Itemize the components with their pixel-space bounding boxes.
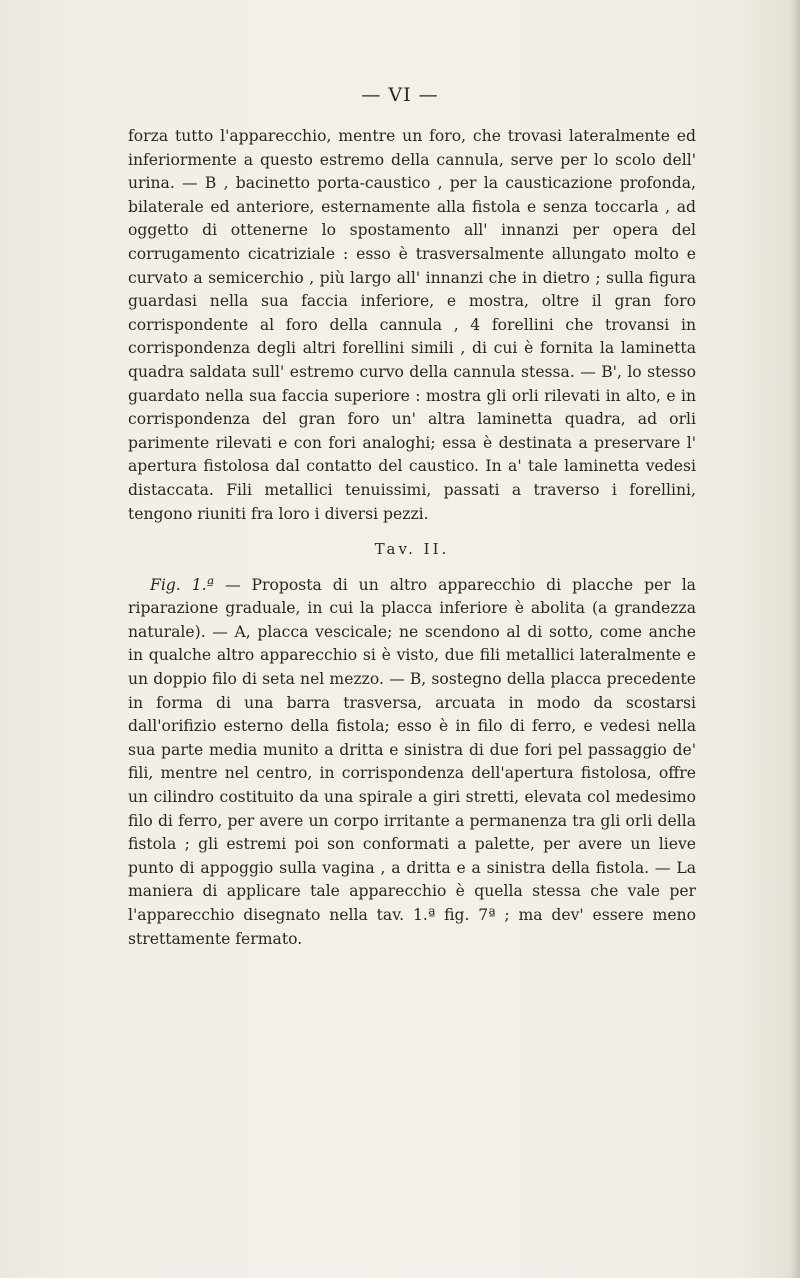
page-number: — VI — [361, 84, 439, 106]
paragraph-2-text: — Proposta di un altro apparecchio di placche per la riparazione graduale, in cui la placca inferiore è abolita (a grandezza naturale). — A, placca vescicale; ne scendono al di sotto, come anche in qualche altro apparecchio si è visto, due fili metallici lateralmente e un doppio filo di seta nel mezzo. — B, sostegno della placca precedente in forma di una barra trasversa, arcuata in modo da scostarsi dall'orifizio esterno della fistola; esso è in filo di ferro, e vedesi nella sua parte media munito a dritta e sinistra di due fori pel passaggio de' fili, mentre nel centro, in corrispondenza dell'apertura fistolosa, offre un cilindro costituito da una spirale a giri stretti, elevata col medesimo filo di ferro, per avere un corpo irritante a permanenza tra gli orli della fistola ; gli estremi poi son conformati a palette, per avere un lieve punto di appoggio sulla vagina , a dritta e a sinistra della fistola. — La maniera di applicare tale apparecchio è quella stessa che vale per l'apparecchio disegnato nella tav. 1.ª fig. 7ª ; ma dev' essere meno strettamente fermato. [128, 575, 696, 948]
plate-heading: Tav. II. [374, 540, 450, 559]
page-edge-shadow [790, 0, 800, 1278]
body-text [128, 125, 696, 951]
figure-label: Fig. 1.ª [150, 575, 214, 594]
paragraph-1: forza tutto l'apparecchio, mentre un foro, che trovasi lateralmente ed inferiormente a questo estremo della cannula, serve per lo scolo dell' urina. — B , bacinetto porta-caustico , per la causticazione profonda, bilaterale ed anteriore, esternamente alla fistola e senza toccarla , ad oggetto di ottenerne lo spostamento all' innanzi per opera del corrugamento cicatriziale : esso è trasversalmente allungato molto e curvato a semicerchio , più largo all' innanzi che in dietro ; sulla figura guardasi nella sua faccia inferiore, e mostra, oltre il gran foro corrispondente al foro della cannula , 4 forellini che trovansi in corrispondenza degli altri forellini simili , di cui è fornita la laminetta quadra saldata sull' estremo curvo della cannula stessa. — B', lo stesso guardato nella sua faccia superiore : mostra gli orli rilevati in alto, e in corrispondenza del gran foro un' altra laminetta quadra, ad orli parimente rilevati e con fori analoghi; essa è destinata a preservare l' apertura fistolosa dal contatto del caustico. In a' tale laminetta vedesi distaccata. Fili metallici tenuissimi, passati a traverso i forellini, tengono riuniti fra loro i diversi pezzi. [128, 127, 696, 523]
paragraph-2 [128, 574, 696, 952]
